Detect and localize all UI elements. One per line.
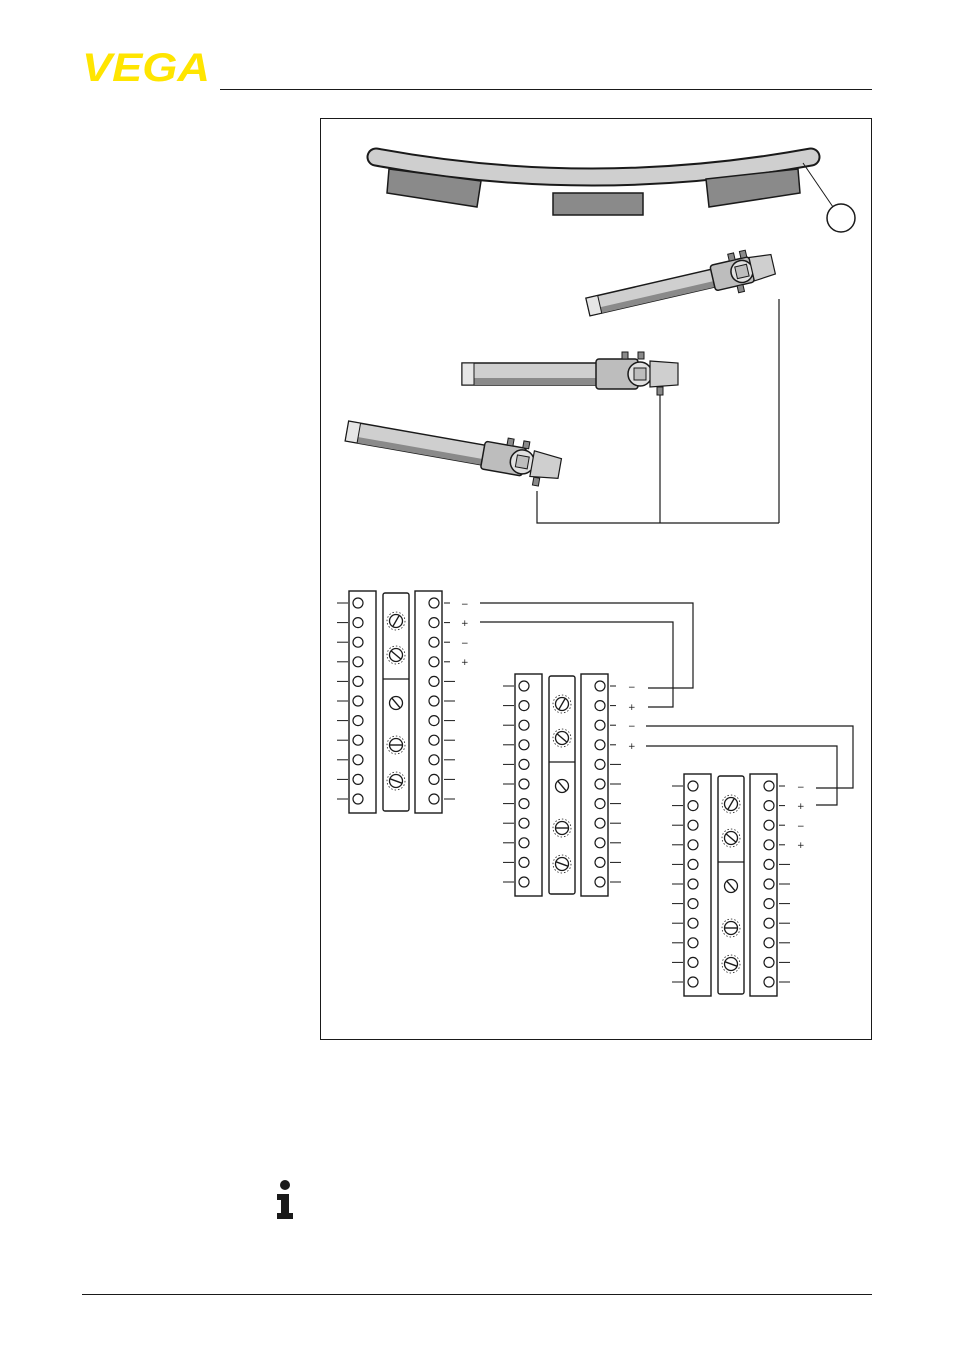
terminal-screw-right: [764, 859, 774, 869]
module-2-sign-3: −: [628, 722, 636, 732]
terminal-screw-right: [595, 779, 605, 789]
terminal-screw-left: [353, 676, 363, 686]
rotary-switch: [387, 646, 405, 664]
module-3-sign-3: −: [797, 822, 805, 832]
callout-circle: [827, 204, 855, 232]
terminal-screw-right: [595, 681, 605, 691]
terminal-screw-right: [595, 701, 605, 711]
terminal-screw-left: [688, 859, 698, 869]
sensor-3: [343, 410, 563, 489]
terminal-screw-left: [353, 696, 363, 706]
terminal-screw-right: [764, 977, 774, 987]
terminal-screw-right: [595, 720, 605, 730]
rotary-switch: [553, 695, 571, 713]
rotary-switch: [390, 697, 403, 710]
terminal-screw-left: [519, 799, 529, 809]
wiring-diagram-frame: [320, 118, 872, 1040]
terminal-screw-left: [353, 716, 363, 726]
rotary-switch: [553, 855, 571, 873]
terminal-screw-right: [595, 877, 605, 887]
terminal-screw-left: [688, 781, 698, 791]
rotary-switch: [722, 795, 740, 813]
module-3-sign-4: +: [797, 841, 805, 851]
terminal-screw-left: [688, 938, 698, 948]
module-2-sign-2: +: [628, 703, 636, 713]
module-1-sign-3: −: [461, 639, 469, 649]
terminal-screw-left: [688, 957, 698, 967]
terminal-modules: [337, 591, 790, 996]
rotary-switch: [553, 819, 571, 837]
terminal-screw-right: [764, 899, 774, 909]
rotary-switch: [553, 729, 571, 747]
module-1-sign-4: +: [461, 658, 469, 668]
terminal-screw-left: [519, 779, 529, 789]
terminal-module-2: [503, 674, 621, 896]
terminal-screw-right: [429, 716, 439, 726]
terminal-screw-right: [429, 637, 439, 647]
header-rule: [220, 89, 872, 90]
terminal-screw-left: [519, 701, 529, 711]
rotary-switch: [387, 736, 405, 754]
sensor-cable-3: [537, 491, 779, 523]
module-2-sign-1: −: [628, 683, 636, 693]
rotary-switch: [387, 612, 405, 630]
terminal-screw-right: [429, 657, 439, 667]
terminal-screw-right: [764, 879, 774, 889]
terminal-screw-right: [764, 918, 774, 928]
terminal-screw-right: [429, 774, 439, 784]
terminal-screw-right: [595, 857, 605, 867]
rotary-switch: [722, 955, 740, 973]
terminal-screw-left: [353, 598, 363, 608]
terminal-screw-left: [688, 820, 698, 830]
terminal-screw-left: [519, 740, 529, 750]
rail-block-middle: [553, 193, 643, 215]
terminal-screw-left: [688, 801, 698, 811]
terminal-screw-right: [595, 759, 605, 769]
terminal-screw-right: [595, 838, 605, 848]
terminal-screw-right: [764, 840, 774, 850]
terminal-screw-right: [595, 799, 605, 809]
sensor-2: [462, 352, 678, 395]
terminal-screw-right: [429, 755, 439, 765]
terminal-screw-right: [764, 781, 774, 791]
terminal-screw-right: [429, 735, 439, 745]
terminal-screw-left: [353, 657, 363, 667]
sensor-1: [584, 245, 778, 327]
terminal-screw-right: [429, 618, 439, 628]
terminal-screw-right: [595, 818, 605, 828]
terminal-screw-left: [688, 840, 698, 850]
module-3-sign-2: +: [797, 802, 805, 812]
terminal-screw-left: [688, 899, 698, 909]
module-1-sign-1: −: [461, 600, 469, 610]
terminal-screw-left: [688, 918, 698, 928]
module-2-sign-4: +: [628, 742, 636, 752]
module-3-sign-1: −: [797, 783, 805, 793]
terminal-screw-right: [429, 676, 439, 686]
terminal-screw-left: [353, 794, 363, 804]
rotary-switch: [387, 772, 405, 790]
rotary-switch: [725, 880, 738, 893]
terminal-screw-left: [688, 879, 698, 889]
terminal-screw-left: [688, 977, 698, 987]
module-1-sign-2: +: [461, 619, 469, 629]
terminal-screw-right: [429, 598, 439, 608]
rotary-switch: [722, 919, 740, 937]
terminal-screw-left: [519, 877, 529, 887]
terminal-module-1: [337, 591, 455, 813]
terminal-screw-right: [429, 794, 439, 804]
rotary-switch: [722, 829, 740, 847]
terminal-screw-left: [353, 637, 363, 647]
logo-text: VEGA: [82, 52, 210, 84]
terminal-screw-left: [353, 774, 363, 784]
terminal-screw-right: [764, 957, 774, 967]
footer-rule: [82, 1294, 872, 1295]
terminal-screw-right: [764, 938, 774, 948]
terminal-screw-left: [519, 720, 529, 730]
terminal-screw-right: [764, 801, 774, 811]
terminal-screw-left: [519, 857, 529, 867]
terminal-screw-left: [353, 618, 363, 628]
terminal-screw-left: [519, 759, 529, 769]
terminal-screw-left: [353, 735, 363, 745]
terminal-screw-left: [519, 818, 529, 828]
terminal-screw-right: [595, 740, 605, 750]
terminal-screw-right: [429, 696, 439, 706]
wiring-diagram: [321, 119, 873, 1041]
callout-leader: [803, 163, 833, 207]
terminal-screw-left: [353, 755, 363, 765]
terminal-screw-left: [519, 681, 529, 691]
wire-b: [480, 622, 673, 707]
vega-logo: [82, 52, 212, 84]
terminal-module-3: [672, 774, 790, 996]
terminal-screw-right: [764, 820, 774, 830]
terminal-screw-left: [519, 838, 529, 848]
rotary-switch: [556, 780, 569, 793]
info-icon: [274, 1180, 296, 1220]
